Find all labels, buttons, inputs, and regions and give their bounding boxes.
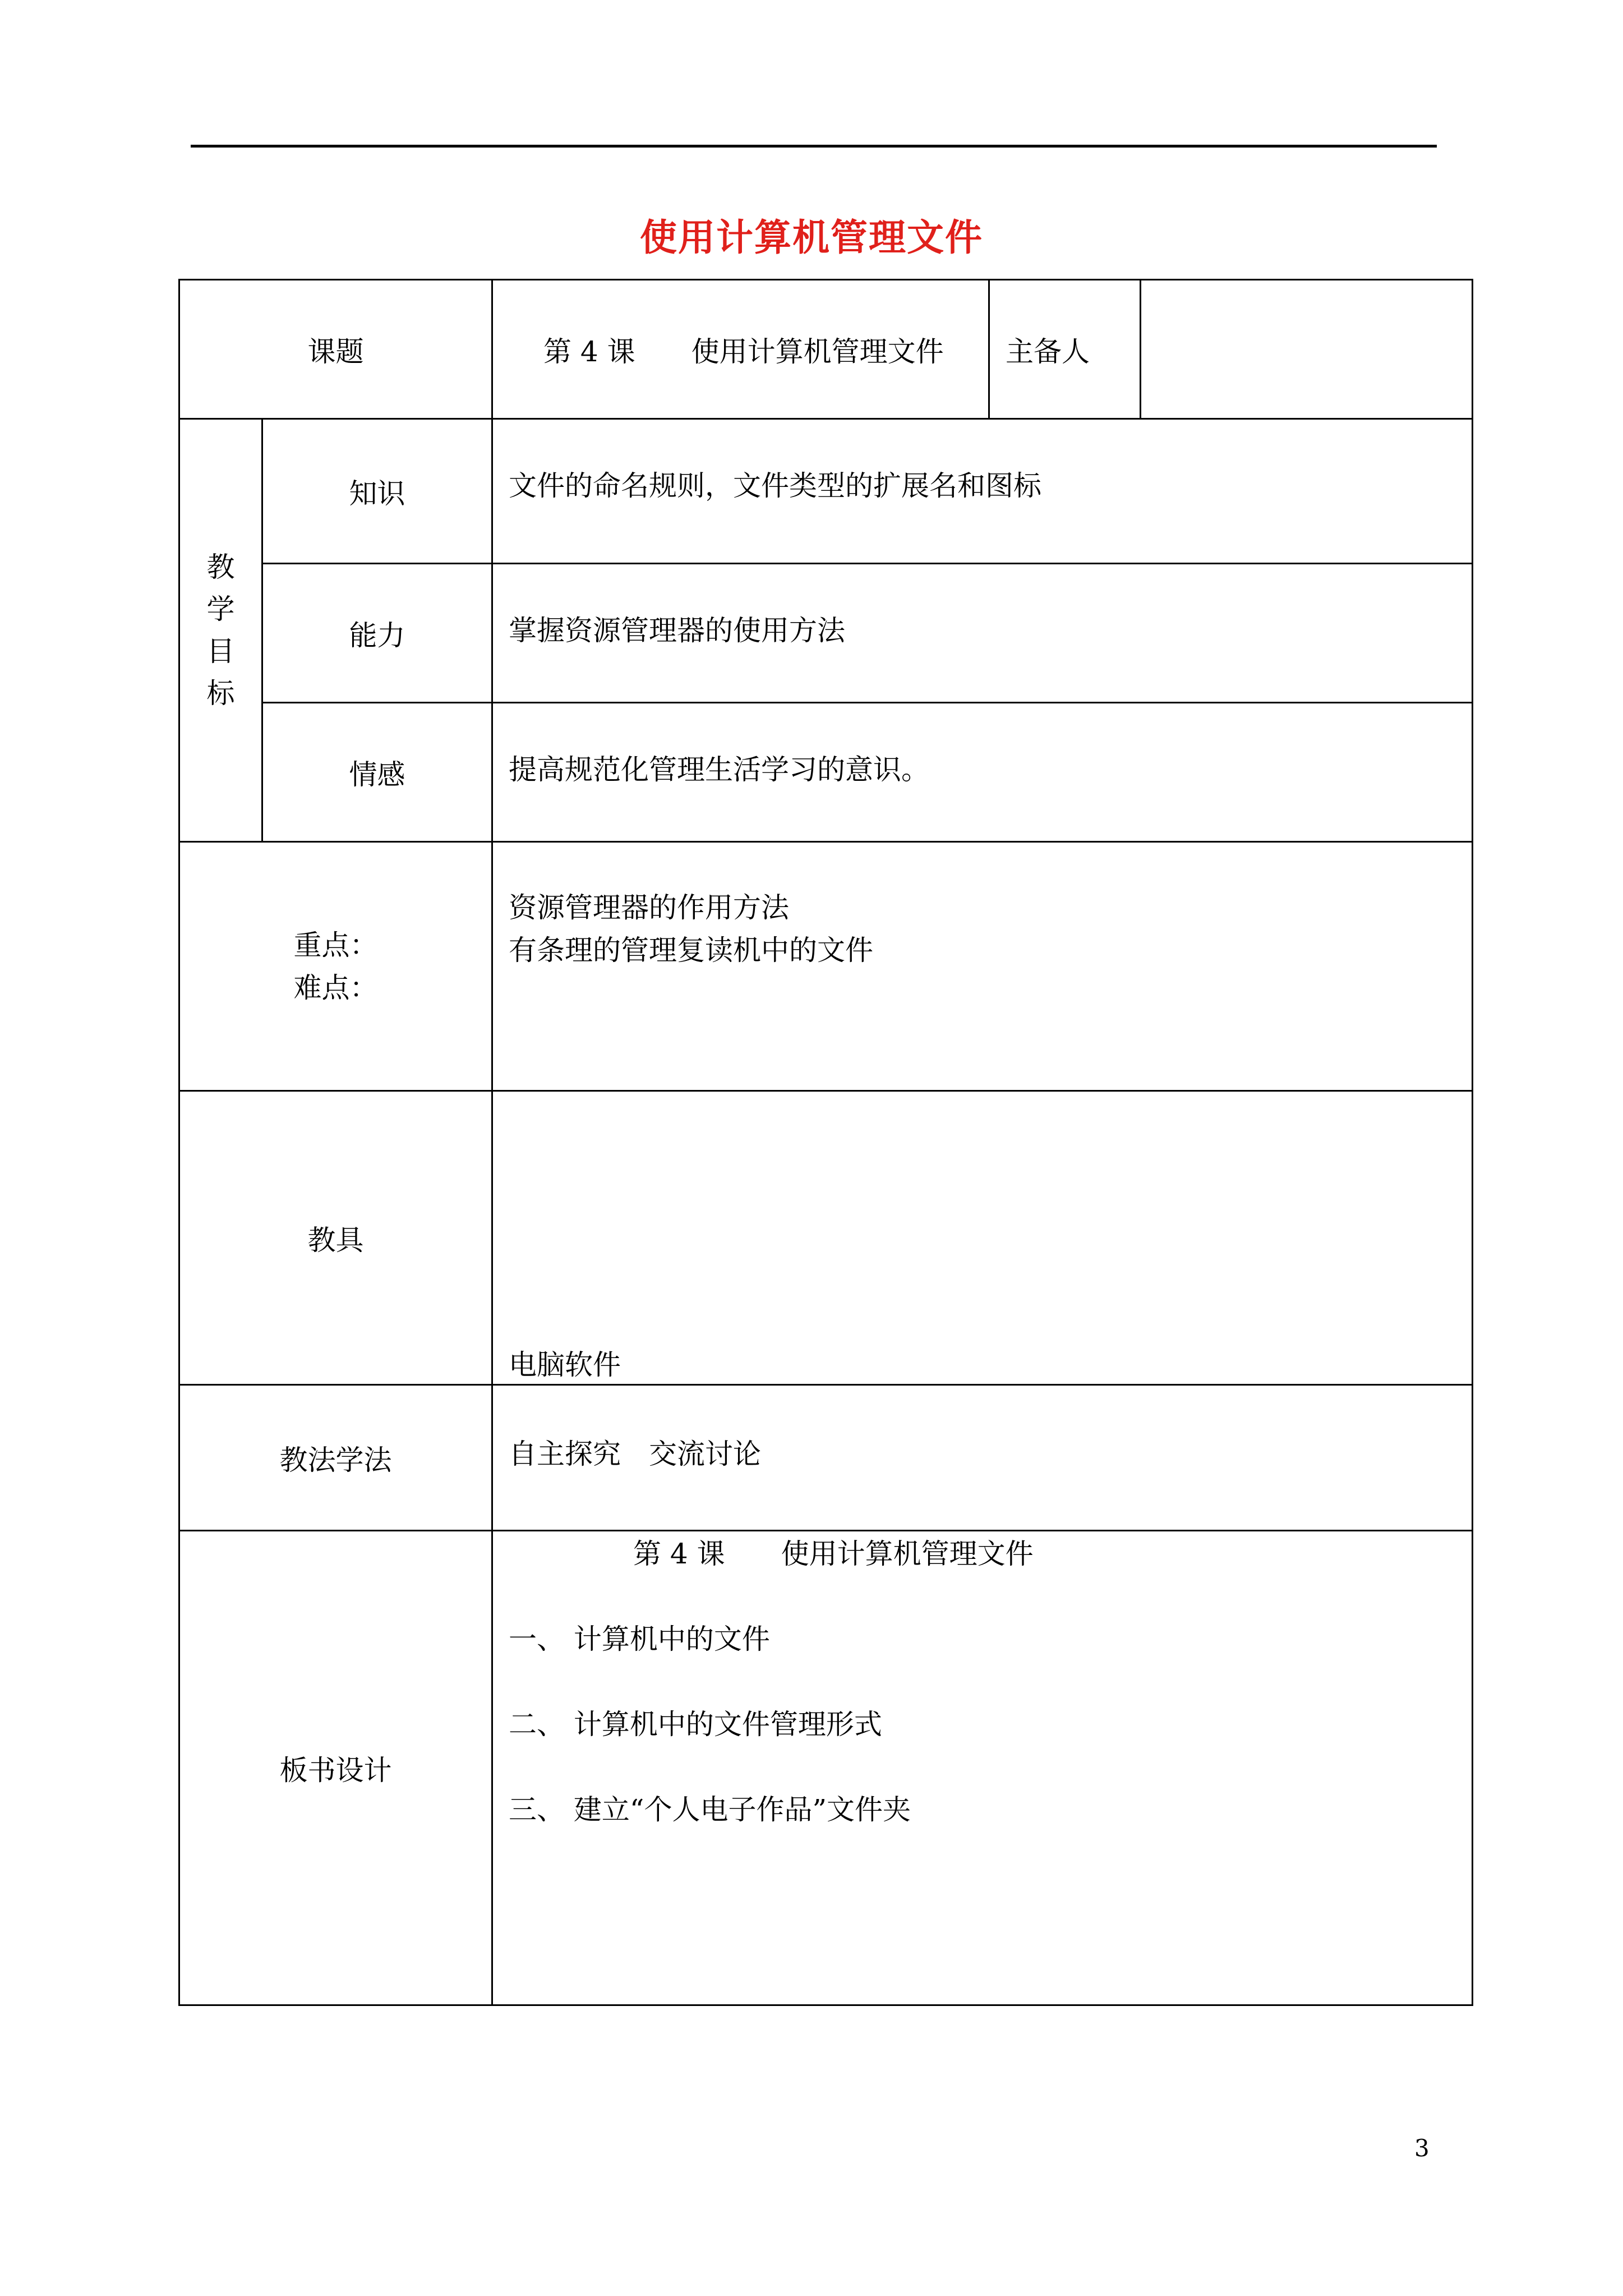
tools-value: 电脑软件: [492, 1091, 1473, 1385]
row-lesson: [179, 280, 1473, 419]
ability-label: 能力: [262, 564, 492, 703]
header-rule: [191, 145, 1437, 148]
objectives-label: [179, 419, 262, 842]
objectives-char: 目: [206, 634, 235, 668]
lesson-plan-table: [178, 279, 1473, 2006]
methods-value: 自主探究 交流讨论: [492, 1385, 1473, 1531]
board-title: 第 4 课 使用计算机管理文件: [633, 1538, 1034, 1570]
ability-value: 掌握资源管理器的使用方法: [492, 564, 1473, 703]
row-ability: [179, 564, 1473, 703]
key-difficulty-label: [179, 842, 492, 1091]
board-item: 一、 计算机中的文件: [509, 1623, 770, 1655]
objectives-char: 标: [206, 677, 235, 710]
objectives-char: 学: [206, 592, 235, 625]
row-tools: [179, 1091, 1473, 1385]
emotion-label: 情感: [262, 703, 492, 842]
emotion-value: 提高规范化管理生活学习的意识。: [492, 703, 1473, 842]
lesson-label: 课题: [179, 280, 492, 419]
page-number: 3: [1414, 2134, 1430, 2162]
row-board: [179, 1531, 1473, 2005]
tools-label: 教具: [179, 1091, 492, 1385]
row-emotion: [179, 703, 1473, 842]
preparer-value: [1141, 280, 1473, 419]
methods-label: 教法学法: [179, 1385, 492, 1531]
row-methods: [179, 1385, 1473, 1531]
key-label: 重点：: [293, 928, 378, 961]
knowledge-label: 知识: [262, 419, 492, 564]
key-difficulty-value: [492, 842, 1473, 1091]
difficulty-value: 有条理的管理复读机中的文件: [509, 934, 873, 967]
row-key-points: [179, 842, 1473, 1091]
key-value: 资源管理器的作用方法: [509, 891, 789, 924]
objectives-char: 教: [206, 550, 235, 583]
knowledge-value: 文件的命名规则，文件类型的扩展名和图标: [492, 419, 1473, 564]
row-knowledge: [179, 419, 1473, 564]
board-item: 三、 建立“个人电子作品”文件夹: [509, 1793, 911, 1826]
page-title: 使用计算机管理文件: [640, 216, 983, 259]
difficulty-label: 难点：: [293, 971, 378, 1004]
preparer-label: 主备人: [989, 280, 1141, 419]
lesson-value: 第 4 课 使用计算机管理文件: [492, 280, 989, 419]
board-content: [492, 1531, 1473, 2005]
board-label: 板书设计: [179, 1531, 492, 2005]
board-item: 二、 计算机中的文件管理形式: [509, 1708, 882, 1741]
